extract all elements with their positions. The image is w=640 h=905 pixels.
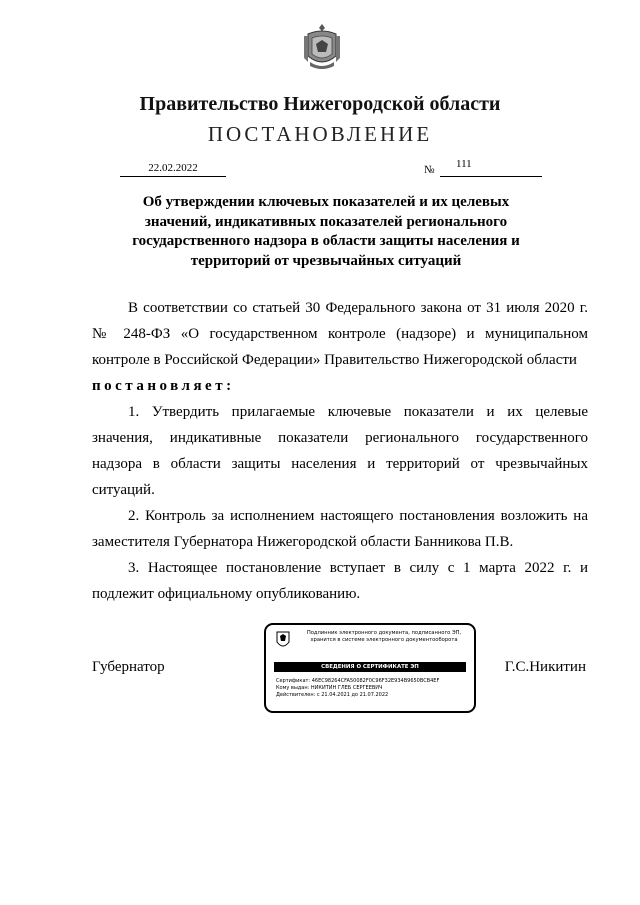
electronic-signature-stamp (264, 623, 476, 713)
number-sign: № (424, 164, 435, 176)
stamp-valid-row (276, 692, 439, 699)
government-title: Правительство Нижегородской области (139, 93, 501, 115)
signer-name: Г.С.Никитин (504, 659, 586, 675)
signer-title: Губернатор (92, 659, 165, 675)
document-subject (120, 193, 532, 271)
item-paragraph: 1. Утвердить прилагаемые ключевые показатели и их целевые значения, индикативные показатели регионального государственного надзора в области защиты населения и территорий от чрезвычайных ситуаций. (92, 404, 588, 498)
stamp-valid-value: с 21.04.2021 до 21.07.2022 (316, 692, 389, 698)
resolve-word: постановляет: (92, 378, 235, 394)
stamp-cert-label: Сертификат: (276, 678, 311, 684)
intro-paragraph: В соответствии со статьей 30 Федерального закона от 31 июля 2020 г. № 248-ФЗ «О государственном контроле (надзоре) и муниципальном контроле в Российской Федерации» Правительство Нижегородской области (92, 300, 588, 368)
subject-line: государственного надзора в области защиты населения и (132, 233, 520, 249)
document-date: 22.02.2022 (120, 162, 226, 177)
item-paragraph: 2. Контроль за исполнением настоящего постановления возложить на заместителя Губернатора Нижегородской области Банникова П.В. (92, 508, 588, 550)
stamp-note (296, 630, 472, 644)
document-type: ПОСТАНОВЛЕНИЕ (207, 122, 433, 146)
coat-of-arms-emblem (302, 22, 342, 72)
stamp-owner-row (276, 685, 439, 692)
document-number-field (440, 158, 542, 177)
stamp-owner-label: Кому выдан: (276, 685, 310, 691)
subject-line: Об утверждении ключевых показателей и их целевых (142, 194, 510, 210)
stamp-header: СВЕДЕНИЯ О СЕРТИФИКАТЕ ЭП (274, 662, 466, 672)
stamp-cert-row (276, 678, 439, 685)
stamp-valid-label: Действителен: (276, 692, 316, 698)
subject-line: территорий от чрезвычайных ситуаций (190, 252, 462, 269)
stamp-cert-value: 46EC98264CFA50082F0C96F32E934B9650BCB4EF (311, 678, 440, 684)
subject-line: значений, индикативных показателей регионального (144, 213, 508, 230)
stamp-note-line: хранится в системе электронного документооборота (310, 637, 458, 643)
document-number: 111 (456, 158, 472, 170)
resolve-line (92, 373, 588, 399)
stamp-note-line: Подлинник электронного документа, подписанного ЭП, (306, 630, 462, 636)
region-emblem-icon (276, 631, 290, 649)
item-paragraph: 3. Настоящее постановление вступает в силу с 1 марта 2022 г. и подлежит официальному опубликованию. (92, 560, 588, 602)
document-body (92, 295, 588, 607)
stamp-owner-value: НИКИТИН ГЛЕБ СЕРГЕЕВИЧ (310, 685, 383, 691)
stamp-details (276, 678, 439, 699)
